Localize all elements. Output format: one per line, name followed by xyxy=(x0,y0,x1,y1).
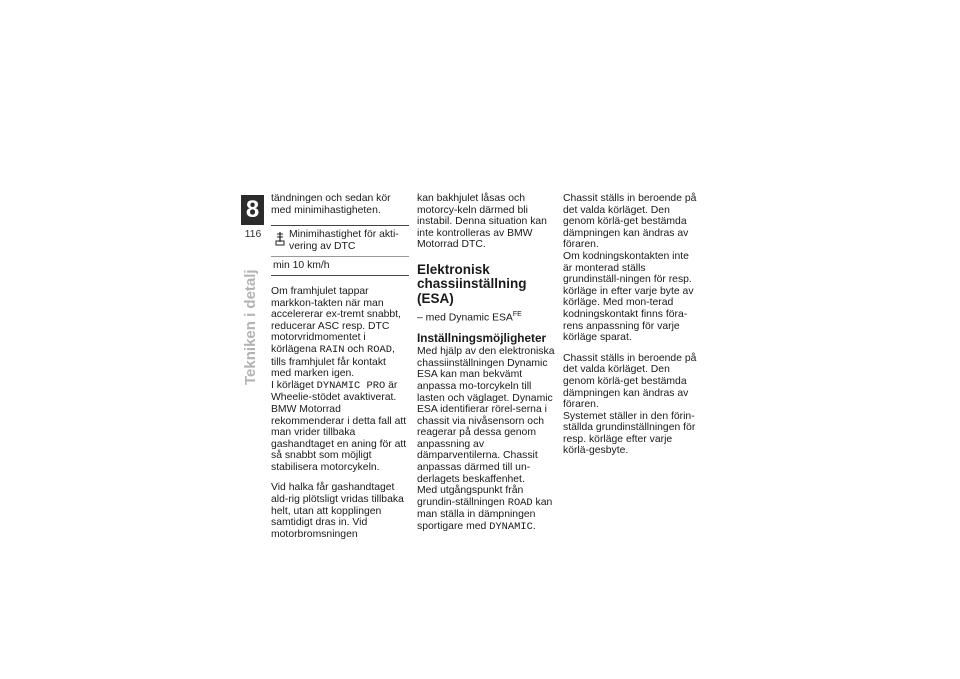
section-title-text: Tekniken i detalj xyxy=(242,269,259,385)
text-column-1 xyxy=(271,193,409,549)
mode-dynamic-pro: DYNAMIC PRO xyxy=(316,379,386,392)
text-run: Om framhjulet tappar markkon-takten när man accelererar ex-tremt snabbt, reducerar ASC resp. DTC motorvridmomentet i körlägena xyxy=(271,285,401,355)
subheading-settings: Inställningsmöjligheter xyxy=(417,330,547,345)
paragraph-chassis-mode xyxy=(563,193,701,344)
mode-rain: RAIN xyxy=(319,343,345,356)
mode-road: ROAD xyxy=(367,343,392,356)
text-run: och xyxy=(344,343,368,355)
text-run: , tills framhjulet får kontakt med marken igen. xyxy=(271,343,395,380)
text-run: Med hjälp av den elektroniska chassiinställningen Dynamic ESA kan man bekvämt anpassa mo-torcykeln till lasten och väglaget. Dynamic ESA identifierar rörel-serna i chassit via nivåsensorn och reagerar på dessa genom anpassning av dämparventilerna. Chassit anpassas därmed till un-derlagets beskaffenhet. xyxy=(417,346,555,485)
paragraph-rear-wheel: kan bakhjulet låsas och motorcy-keln därmed bli instabil. Denna situation kan inte kontrolleras av BMW Motorrad DTC. xyxy=(417,193,547,251)
text-column-3 xyxy=(563,193,701,466)
paragraph-slippery: Vid halka får gashandtaget ald-rig plötsligt vridas tillbaka helt, utan att kopplingen samtidigt dras in. Vid motorbromsningen xyxy=(271,482,404,540)
text-run: Systemet ställer in den förin-ställda grundinställningen för resp. körläge efter varje körlä-gesbyte. xyxy=(563,410,696,457)
text-run: – med Dynamic ESA xyxy=(417,312,513,324)
section-heading-esa: Elektronisk chassiinställning (ESA) xyxy=(417,261,527,306)
text-column-2 xyxy=(417,193,555,543)
info-box xyxy=(271,225,409,276)
subline-superscript: FE xyxy=(512,311,522,319)
mode-dynamic: DYNAMIC xyxy=(489,521,533,534)
text-run: kan man ställa in dämpningen sportigare med xyxy=(417,496,553,533)
text-run: Med utgångspunkt från grundin-ställningen xyxy=(417,485,524,508)
info-box-header xyxy=(271,226,409,256)
text-run: Chassit ställs in beroende på det valda körläget. Den genom körlä-get bestämda dämpningen kan ändras av föraren. xyxy=(563,352,697,411)
text-run: Om kodningskontakten inte är monterad ställs grundinställ-ningen för resp. körläge in efter varje byte av körläge. Med mon-terad kodningskontakt finns föra-rens anpassning för varje körläge sparat. xyxy=(563,250,694,344)
mode-road: ROAD xyxy=(507,496,533,509)
text-run: . xyxy=(532,521,536,533)
dtc-minimum-speed-icon xyxy=(271,229,289,252)
text-run: Chassit ställs in beroende på det valda körläget. Den genom körlä-get bestämda dämpningen kan ändras av föraren. xyxy=(563,193,697,251)
page-number: 116 xyxy=(244,228,262,240)
text-run: I körläget xyxy=(271,379,317,391)
intro-paragraph: tändningen och sedan kör med minimihastigheten. xyxy=(271,193,391,216)
text-run: BMW Motorrad rekommenderar i detta fall att man vrider tillbaka gashandtaget en aning för att så snabbt som möjligt stabilisera motorcykeln. xyxy=(271,403,407,473)
esa-subline xyxy=(417,309,555,324)
paragraph-chassis-mode-2 xyxy=(563,353,701,457)
info-box-value: min 10 km/h xyxy=(271,256,409,275)
paragraph-wheel-contact xyxy=(271,286,409,474)
info-box-label: Minimihastighet för akti-vering av DTC xyxy=(289,229,399,252)
chapter-number-tab: 8 xyxy=(241,195,264,225)
text-run: är Wheelie-stödet avaktiverat. xyxy=(271,379,398,404)
paragraph-esa-description xyxy=(417,346,555,534)
